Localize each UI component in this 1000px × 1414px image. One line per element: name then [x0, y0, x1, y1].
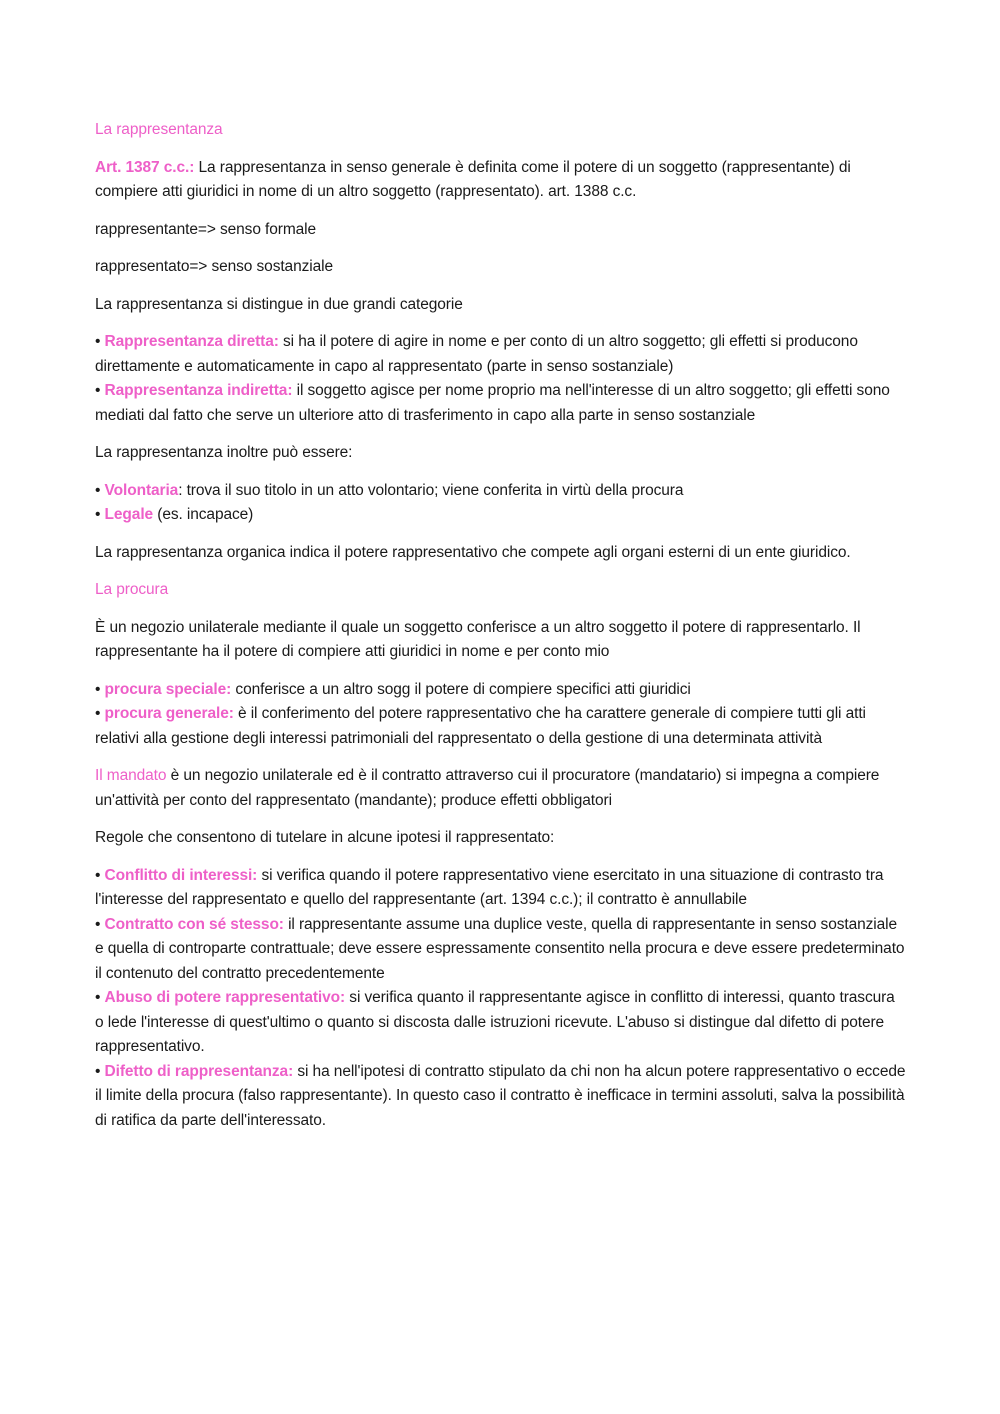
regole-intro: Regole che consentono di tutelare in alcune ipotesi il rappresentato: [95, 829, 555, 846]
list-item [95, 678, 907, 703]
term-label: Rappresentanza indiretta: [104, 382, 293, 399]
bullet-glyph: • [95, 989, 101, 1006]
list-item [95, 330, 907, 379]
mandato-text: è un negozio unilaterale ed è il contratto attraverso cui il procuratore (mandatario) si impegna a compiere un'attività per conto del rappresentato (mandante); produce effetti obbligatori [95, 767, 880, 809]
bullet-glyph: • [95, 382, 101, 399]
intro-text: La rappresentanza in senso generale è definita come il potere di un soggetto (rappresentante) di compiere atti giuridici in nome di un altro soggetto (rappresentato). art. 1388 c.c. [95, 158, 851, 200]
organica-paragraph: La rappresentanza organica indica il potere rappresentativo che compete agli organi esterni di un ente giuridico. [95, 543, 851, 561]
bullet-glyph: • [95, 1062, 101, 1080]
term-text: è il conferimento del potere rappresentativo che ha carattere generale di compiere tutti gli atti relativi alla gestione degli interessi patrimoniali del rappresentato o della gestione di una determinata attività [95, 705, 866, 747]
term-label: procura speciale: [104, 680, 232, 698]
term-label: Contratto con sé stesso: [104, 915, 284, 933]
tipi-intro: La rappresentanza inoltre può essere: [95, 444, 353, 461]
list-item [95, 379, 907, 428]
term-label: procura generale: [104, 705, 234, 722]
document-page [95, 118, 907, 1146]
term-text: il soggetto agisce per nome proprio ma nell'interesse di un altro soggetto; gli effetti sono mediati dal fatto che serve un ulteriore atto di trasferimento in capo alla parte in senso sostanziale [95, 382, 890, 424]
bullet-glyph: • [95, 866, 101, 884]
term-text: si ha il potere di agire in nome e per conto di un altro soggetto; gli effetti si producono direttamente e automaticamente in capo al rappresentato (parte in senso sostanziale) [95, 333, 858, 375]
list-item [95, 913, 907, 987]
mandato-label: Il mandato [95, 767, 167, 784]
term-text: (es. incapace) [153, 506, 254, 523]
term-text: si verifica quanto il rappresentante agisce in conflitto di interessi, quanto trascura o lede l'interesse di quest'ultimo o quanto si discosta dalle istruzioni ricevute. L'abuso si distingue dal difetto di potere rappresentativo. [95, 989, 895, 1055]
bullet-glyph: • [95, 705, 101, 722]
term-label: Difetto di rappresentanza: [104, 1062, 294, 1080]
categorie-intro: La rappresentanza si distingue in due grandi categorie [95, 295, 463, 313]
term-text: il rappresentante assume una duplice veste, quella di rappresentante in senso sostanziale e quella di controparte contrattuale; deve essere espressamente consentito nella procura e deve essere predeterminato il contenuto del contratto precedentemente [95, 915, 905, 982]
regole-list [95, 864, 907, 1134]
term-label: Legale [104, 506, 154, 523]
term-label: Volontaria [104, 481, 179, 499]
bullet-glyph: • [95, 481, 101, 499]
list-item [95, 986, 907, 1060]
tipi-list [95, 479, 907, 528]
intro-paragraph [95, 156, 907, 205]
term-text: conferisce a un altro sogg il potere di compiere specifici atti giuridici [231, 680, 691, 698]
list-item [95, 503, 907, 528]
procure-list [95, 678, 907, 752]
section-title-procura: La procura [95, 581, 169, 598]
term-text: si ha nell'ipotesi di contratto stipulato da chi non ha alcun potere rappresentativo o eccede il limite della procura (falso rappresentante). In questo caso il contratto è inefficace in termini assoluti, salva la possibilità di ratifica da parte dell'interessato. [95, 1062, 906, 1129]
term-text: si verifica quando il potere rappresentativo viene esercitato in una situazione di contrasto tra l'interesse del rappresentato e quello del rappresentante (art. 1394 c.c.); il contratto è annullabile [95, 866, 884, 908]
section-title-rappresentanza: La rappresentanza [95, 121, 223, 138]
list-item [95, 702, 907, 751]
line-senso-sostanziale: rappresentato=> senso sostanziale [95, 258, 333, 275]
term-label: Conflitto di interessi: [104, 866, 258, 884]
categorie-list [95, 330, 907, 428]
term-label: Abuso di potere rappresentativo: [104, 989, 346, 1006]
mandato-paragraph [95, 764, 907, 813]
list-item [95, 1060, 907, 1134]
term-label: Rappresentanza diretta: [104, 333, 279, 350]
article-label: Art. 1387 c.c.: [95, 158, 195, 176]
line-senso-formale: rappresentante=> senso formale [95, 220, 317, 238]
procura-paragraph: È un negozio unilaterale mediante il quale un soggetto conferisce a un altro soggetto il potere di rappresentarlo. Il rappresentante ha il potere di compiere atti giuridici in nome e per conto mio [95, 618, 861, 660]
term-text: : trova il suo titolo in un atto volontario; viene conferita in virtù della procura [178, 481, 684, 499]
bullet-glyph: • [95, 680, 101, 698]
list-item [95, 479, 907, 504]
bullet-glyph: • [95, 915, 101, 933]
bullet-glyph: • [95, 333, 101, 350]
list-item [95, 864, 907, 913]
bullet-glyph: • [95, 506, 101, 523]
